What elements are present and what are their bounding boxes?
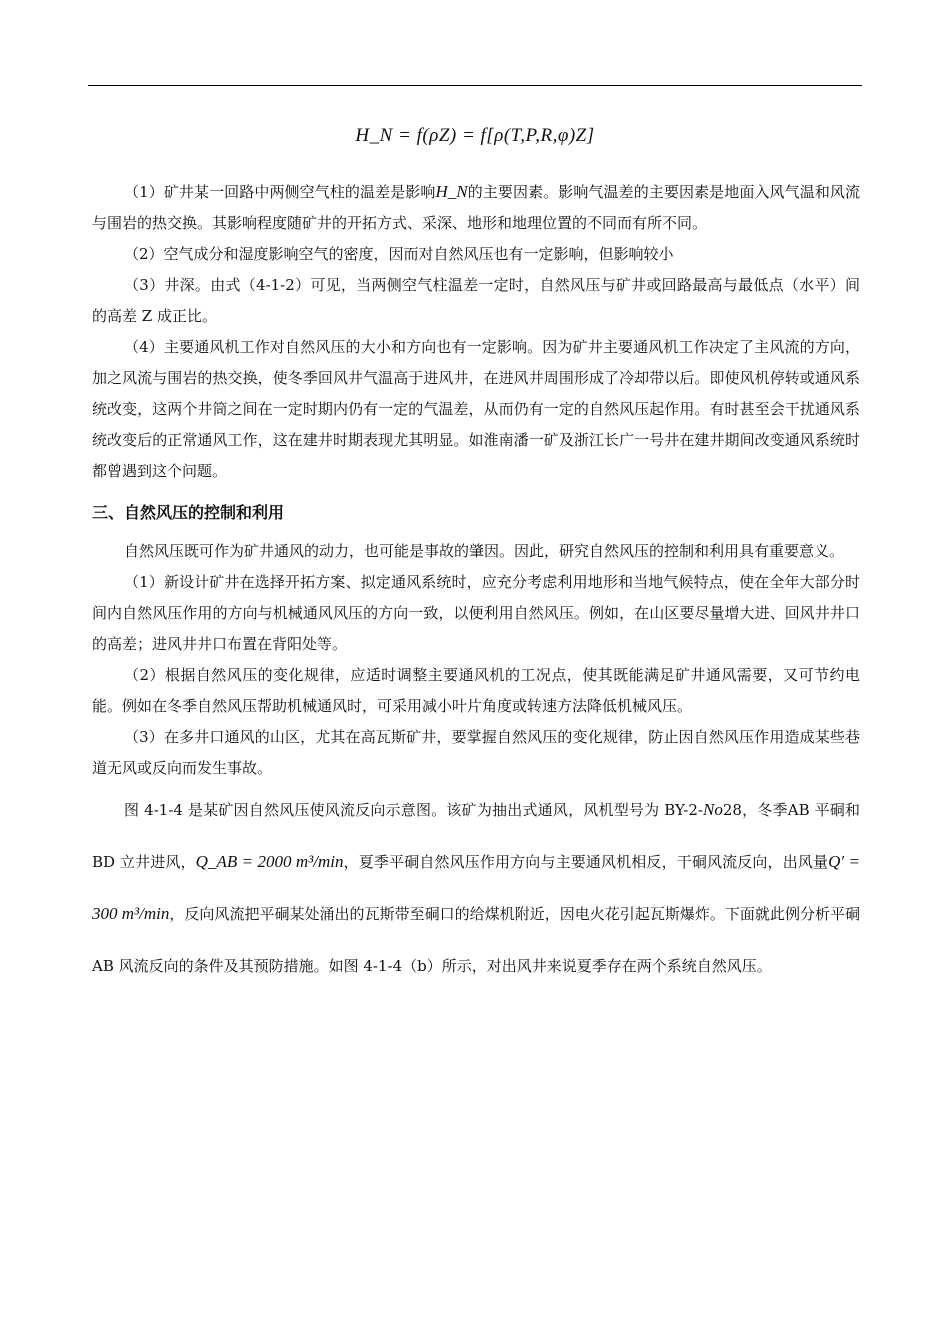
paragraph-4: （4）主要通风机工作对自然风压的大小和方向也有一定影响。因为矿井主要通风机工作决定了主风流的方向，加之风流与围岩的热交换，使冬季回风井气温高于进风井，在进风井周围形成了冷却带以后。即使风机停转或通风系统改变，这两个井筒之间在一定时期内仍有一定的气温差，从而仍有一定的自然风压起作用。有时甚至会干扰通风系统改变后的正常通风工作，这在建井时期表现尤其明显。如淮南潘一矿及浙江长广一号井在建井期间改变通风系统时都曾遇到这个问题。: [92, 338, 860, 480]
formula-q-prime: Q′ = 300 m³/min: [92, 852, 860, 923]
fan-number-symbol: No: [702, 800, 723, 819]
paragraph-6: （1）新设计矿井在选择开拓方案、拟定通风系统时，应充分考虑利用地形和当地气候特点，使在全年大部分时间内自然风压作用的方向与机械通风风压的方向一致，以便利用自然风压。例如，在山区要尽量增大进、回风井井口的高差；进风井井口布置在背阳处等。: [92, 573, 860, 653]
paragraph-9-text-b: 28，冬季AB 平硐和 BD 立井进风，: [92, 801, 860, 871]
paragraph-1-text-a: （1）矿井某一回路中两侧空气柱的温差是影响: [124, 183, 436, 201]
paragraph-1-text-b: 的主要因素。影响气温差的主要因素是地面入风气温和风流与围岩的热交换。其影响程度随矿井的开拓方式、采深、地形和地理位置的不同而有所不同。: [92, 183, 860, 232]
formula-q-ab: Q_AB = 2000 m³/min: [195, 852, 344, 871]
paragraph-3: （3）井深。由式（4-1-2）可见，当两侧空气柱温差一定时，自然风压与矿井或回路最高与最低点（水平）间的高差 Z 成正比。: [92, 276, 860, 325]
header-rule: [88, 85, 862, 86]
paragraph-9: [92, 784, 860, 992]
paragraph-8: （3）在多井口通风的山区，尤其在高瓦斯矿井，要掌握自然风压的变化规律，防止因自然风压作用造成某些巷道无风或反向而发生事故。: [92, 728, 860, 777]
paragraph-2: （2）空气成分和湿度影响空气的密度，因而对自然风压也有一定影响，但影响较小: [124, 245, 674, 263]
paragraph-9-text-a: 图 4-1-4 是某矿因自然风压使风流反向示意图。该矿为抽出式通风，风机型号为 BY-2-: [124, 801, 703, 819]
section-heading: 三、自然风压的控制和利用: [92, 503, 285, 522]
paragraph-7: （2）根据自然风压的变化规律，应适时调整主要通风机的工况点，使其既能满足矿井通风需要，又可节约电能。例如在冬季自然风压帮助机械通风时，可采用减小叶片角度或转速方法降低机械风压。: [92, 666, 860, 715]
paragraph-9-text-c: ，夏季平硐自然风压作用方向与主要通风机相反，干硐风流反向，出风量: [343, 853, 829, 871]
formula-natural-pressure: H_N = f(ρZ) = f[ρ(T,P,R,φ)Z]: [355, 125, 595, 146]
page-content: [92, 176, 860, 992]
variable-hn: H_N: [435, 182, 468, 201]
paragraph-9-text-d: ，反向风流把平硐某处涌出的瓦斯带至硐口的给煤机附近，因电火花引起瓦斯爆炸。下面就此例分析平硐 AB 风流反向的条件及其预防措施。如图 4-1-4（b）所示，对出风井来说夏季存在两个系统自然风压。: [92, 905, 860, 975]
paragraph-1: [92, 176, 860, 239]
paragraph-5: 自然风压既可作为矿井通风的动力，也可能是事故的肇因。因此，研究自然风压的控制和利用具有重要意义。: [124, 542, 845, 560]
